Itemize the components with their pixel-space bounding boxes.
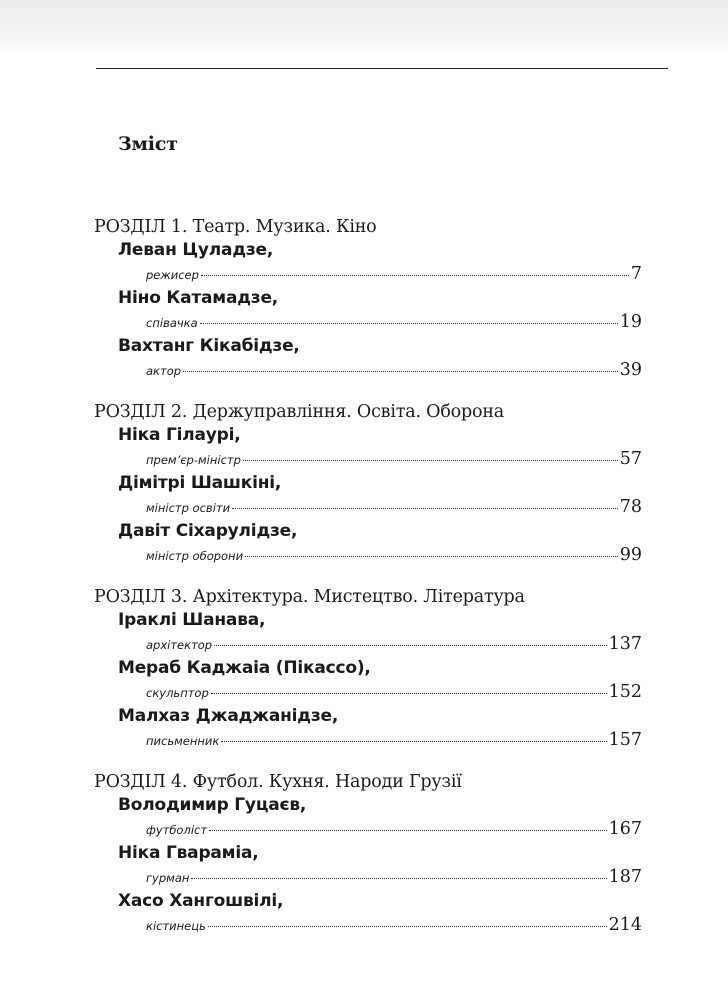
entry-line (146, 543, 642, 568)
entry-name: Леван Цуладзе, (118, 240, 274, 260)
dot-leader (221, 741, 606, 742)
entry-page-number: 214 (608, 915, 642, 935)
entry-page-number: 167 (608, 819, 642, 839)
toc-entry[interactable] (118, 609, 642, 657)
page-top-shadow (0, 0, 728, 54)
toc-entry[interactable] (118, 472, 642, 520)
toc-section-1 (94, 215, 642, 383)
entry-role: актор (146, 364, 182, 378)
toc-entry[interactable] (118, 657, 642, 705)
entry-line (146, 358, 642, 383)
toc-title: Зміст (118, 133, 178, 155)
toc-entry[interactable] (118, 287, 642, 335)
dot-leader (200, 323, 618, 324)
toc-entry[interactable] (118, 705, 642, 753)
entry-name: Хасо Хангошвілі, (118, 891, 284, 911)
toc-section-4 (94, 770, 642, 938)
entry-page-number: 78 (619, 497, 642, 517)
entry-role: архітектор (146, 638, 213, 652)
dot-leader (211, 693, 607, 694)
entry-page-number: 19 (619, 312, 642, 332)
entry-name: Іраклі Шанава, (118, 610, 266, 630)
entry-role: режисер (146, 268, 199, 282)
entry-line (146, 262, 642, 287)
section-title: РОЗДІЛ 3. Архітектура. Мистецтво. Література (94, 587, 525, 607)
section-title: РОЗДІЛ 4. Футбол. Кухня. Народи Грузії (94, 772, 462, 792)
toc-entry[interactable] (118, 424, 642, 472)
entry-name: Дімітрі Шашкіні, (118, 473, 282, 493)
entry-page-number: 99 (619, 545, 642, 565)
entry-name: Вахтанг Кікабідзе, (118, 336, 300, 356)
entry-role: письменник (146, 734, 220, 748)
entry-name: Ніка Гілаурі, (118, 425, 241, 445)
entry-role: міністр освіти (146, 501, 231, 515)
toc-section-3 (94, 585, 642, 753)
entry-name: Ніка Гвараміа, (118, 843, 259, 863)
entry-role: міністр оборони (146, 549, 244, 563)
entry-role: футболіст (146, 823, 208, 837)
entry-page-number: 57 (619, 449, 642, 469)
entry-name: Малхаз Джаджанідзе, (118, 706, 339, 726)
entry-name: Володимир Гуцаєв, (118, 795, 307, 815)
section-title: РОЗДІЛ 1. Театр. Музика. Кіно (94, 217, 377, 237)
entry-line (146, 817, 642, 842)
dot-leader (214, 645, 606, 646)
entry-role: співачка (146, 316, 198, 330)
entry-line (146, 495, 642, 520)
toc-entry[interactable] (118, 842, 642, 890)
table-of-contents (94, 215, 642, 955)
entry-line (146, 865, 642, 890)
entry-page-number: 157 (608, 730, 642, 750)
entry-page-number: 152 (608, 682, 642, 702)
entry-line (146, 728, 642, 753)
entry-role: гурман (146, 871, 190, 885)
toc-entry[interactable] (118, 794, 642, 842)
entry-role: кістинець (146, 919, 206, 933)
entry-line (146, 680, 642, 705)
entry-page-number: 187 (608, 867, 642, 887)
entry-role: прем’єр-міністр (146, 453, 241, 467)
header-rule (96, 68, 668, 69)
entry-page-number: 137 (608, 634, 642, 654)
toc-entry[interactable] (118, 335, 642, 383)
dot-leader (232, 508, 618, 509)
entry-name: Давіт Сіхарулідзе, (118, 521, 298, 541)
toc-entry[interactable] (118, 520, 642, 568)
entry-line (146, 632, 642, 657)
entry-line (146, 447, 642, 472)
entry-name: Ніно Катамадзе, (118, 288, 279, 308)
entry-page-number: 39 (619, 360, 642, 380)
entry-name: Мераб Каджаіа (Пікассо), (118, 658, 371, 678)
toc-entry[interactable] (118, 890, 642, 938)
dot-leader (209, 830, 607, 831)
dot-leader (243, 460, 618, 461)
entry-line (146, 913, 642, 938)
entry-role: скульптор (146, 686, 209, 700)
dot-leader (191, 878, 606, 879)
dot-leader (245, 556, 618, 557)
entry-line (146, 310, 642, 335)
dot-leader (201, 275, 629, 276)
dot-leader (183, 371, 618, 372)
section-title: РОЗДІЛ 2. Держуправління. Освіта. Оборона (94, 402, 505, 422)
dot-leader (208, 926, 607, 927)
entry-page-number: 7 (630, 264, 642, 284)
toc-entry[interactable] (118, 239, 642, 287)
toc-section-2 (94, 400, 642, 568)
